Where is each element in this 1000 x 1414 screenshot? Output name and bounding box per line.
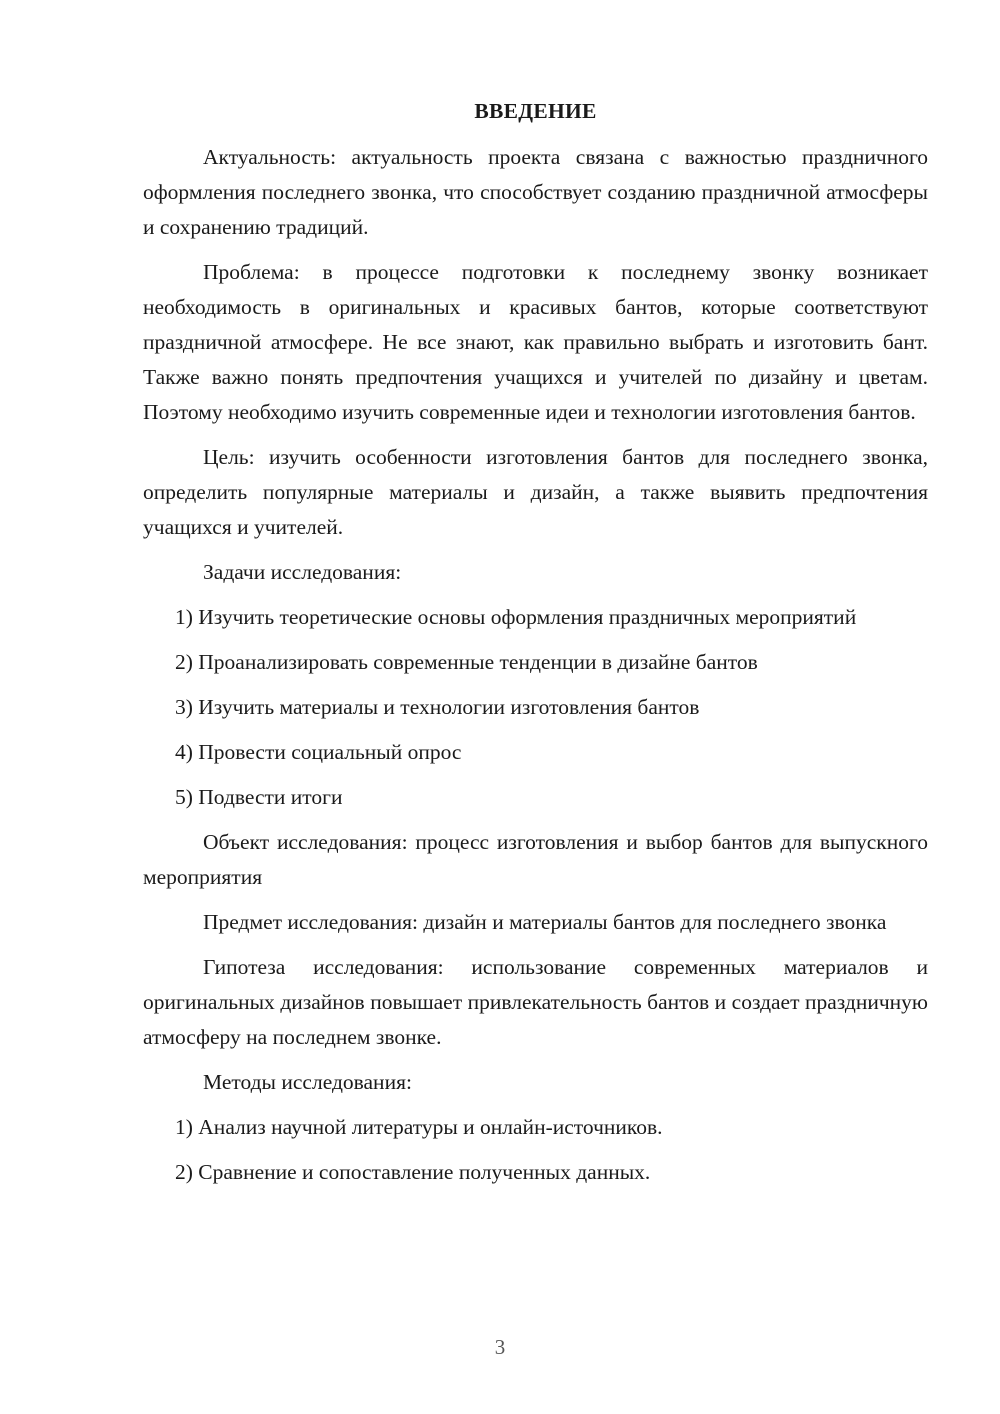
task-item-5: 5) Подвести итоги bbox=[175, 785, 343, 809]
methods-label: Методы исследования: bbox=[203, 1070, 412, 1094]
method-item-1: 1) Анализ научной литературы и онлайн-источников. bbox=[175, 1115, 663, 1139]
section-title: ВВЕДЕНИЕ bbox=[474, 99, 597, 123]
task-item-3: 3) Изучить материалы и технологии изготовления бантов bbox=[175, 695, 700, 719]
relevance-paragraph: Актуальность: актуальность проекта связана с важностью праздничного оформления последнего звонка, что способствует созданию праздничной атмосферы и сохранению традиций. bbox=[143, 145, 928, 239]
goal-paragraph: Цель: изучить особенности изготовления бантов для последнего звонка, определить популярные материалы и дизайн, а также выявить предпочтения учащихся и учителей. bbox=[143, 445, 928, 539]
subject-paragraph: Предмет исследования: дизайн и материалы бантов для последнего звонка bbox=[203, 910, 887, 934]
problem-paragraph: Проблема: в процессе подготовки к последнему звонку возникает необходимость в оригинальных и красивых бантов, которые соответствуют праздничной атмосфере. Не все знают, как правильно выбрать и изготовить бант. Также важно понять предпочтения учащихся и учителей по дизайну и цветам. Поэтому необходимо изучить современные идеи и технологии изготовления бантов. bbox=[143, 260, 928, 424]
task-item-2: 2) Проанализировать современные тенденции в дизайне бантов bbox=[175, 650, 758, 674]
page-number: 3 bbox=[494, 1335, 506, 1359]
task-item-1: 1) Изучить теоретические основы оформления праздничных мероприятий bbox=[175, 605, 857, 629]
task-item-4: 4) Провести социальный опрос bbox=[175, 740, 462, 764]
method-item-2: 2) Сравнение и сопоставление полученных данных. bbox=[175, 1160, 651, 1184]
tasks-label: Задачи исследования: bbox=[203, 560, 402, 584]
object-paragraph: Объект исследования: процесс изготовления и выбор бантов для выпускного мероприятия bbox=[143, 830, 928, 889]
document-page bbox=[143, 96, 928, 1200]
hypothesis-paragraph: Гипотеза исследования: использование современных материалов и оригинальных дизайнов повышает привлекательность бантов и создает праздничную атмосферу на последнем звонке. bbox=[143, 955, 928, 1049]
